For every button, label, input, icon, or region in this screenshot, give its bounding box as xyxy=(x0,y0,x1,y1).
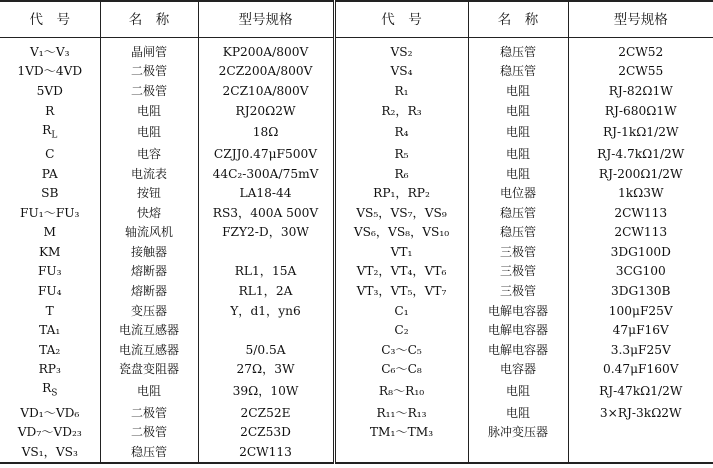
left-code-cell: VD₇～VD₂₃ xyxy=(0,423,100,443)
left-spec-cell: 2CZ10A/800V xyxy=(198,81,334,101)
left-code-cell: V₁～V₃ xyxy=(0,38,100,62)
right-code-cell: R₂，R₃ xyxy=(334,101,468,121)
right-spec-cell: RJ-4.7kΩ1/2W xyxy=(597,147,685,162)
left-name-cell: 晶闸管 xyxy=(100,38,198,62)
right-code-cell: C₂ xyxy=(334,320,468,340)
left-spec-cell: RL1，15A xyxy=(198,262,334,282)
left-name-cell: 变压器 xyxy=(100,301,198,321)
right-name-cell: 稳压管 xyxy=(468,203,568,223)
left-name-cell: 轴流风机 xyxy=(100,223,198,243)
right-spec-cell: 2CW113 xyxy=(614,225,668,240)
table-row xyxy=(0,379,713,403)
left-spec-cell: Y，d1，yn6 xyxy=(198,301,334,321)
right-name-cell xyxy=(468,442,568,463)
header-spec-right: 型号规格 xyxy=(568,1,713,38)
left-name-cell: 电阻 xyxy=(100,101,198,121)
right-code-cell: R₁₁～R₁₃ xyxy=(334,403,468,423)
right-code-cell: VS₅，VS₇，VS₉ xyxy=(334,203,468,223)
right-spec-cell: 3×RJ-3kΩ2W xyxy=(599,405,682,420)
table-row xyxy=(0,301,713,321)
right-name-cell: 电阻 xyxy=(468,403,568,423)
right-name-cell: 电阻 xyxy=(468,81,568,101)
left-code-cell: KM xyxy=(0,242,100,262)
left-spec-cell: 18Ω xyxy=(198,120,334,144)
left-spec-cell: 5/0.5A xyxy=(198,340,334,360)
left-name-cell: 电流互感器 xyxy=(100,340,198,360)
right-name-cell: 电解电容器 xyxy=(468,340,568,360)
right-spec-cell: 3.3μF25V xyxy=(610,342,671,357)
left-spec-cell: LA18-44 xyxy=(198,184,334,204)
right-code-cell: VS₆，VS₈，VS₁₀ xyxy=(334,223,468,243)
right-code-cell: VT₁ xyxy=(334,242,468,262)
left-code-cell: PA xyxy=(0,164,100,184)
left-code-cell: FU₁～FU₃ xyxy=(0,203,100,223)
right-spec-cell: RJ-200Ω1/2W xyxy=(598,166,683,181)
right-name-cell: 三极管 xyxy=(468,281,568,301)
right-spec-cell: 47μF16V xyxy=(612,323,669,338)
left-spec-cell: 2CZ53D xyxy=(198,423,334,443)
table-row xyxy=(0,184,713,204)
right-spec-cell: 2CW52 xyxy=(618,44,664,59)
left-name-cell: 二极管 xyxy=(100,423,198,443)
left-code-cell: SB xyxy=(0,184,100,204)
left-spec-cell: 27Ω，3W xyxy=(198,359,334,379)
right-spec-cell xyxy=(568,423,713,443)
left-name-cell: 熔断器 xyxy=(100,281,198,301)
right-name-cell: 电解电容器 xyxy=(468,301,568,321)
right-code-cell: VT₂，VT₄，VT₆ xyxy=(334,262,468,282)
left-spec-cell: KP200A/800V xyxy=(198,38,334,62)
header-row xyxy=(0,1,713,38)
table-row xyxy=(0,359,713,379)
right-code-cell xyxy=(334,442,468,463)
right-spec-cell: 1kΩ3W xyxy=(617,186,664,201)
header-name-right: 名 称 xyxy=(468,1,568,38)
left-spec-cell: CZJJ0.47μF500V xyxy=(198,144,334,164)
table-row xyxy=(0,403,713,423)
table-row xyxy=(0,340,713,360)
right-code-cell: TM₁～TM₃ xyxy=(334,423,468,443)
right-spec-cell xyxy=(568,442,713,463)
table-row xyxy=(0,423,713,443)
right-code-cell: C₆～C₈ xyxy=(334,359,468,379)
right-spec-cell: 3DG100D xyxy=(610,244,671,259)
left-code-cell: VS₁，VS₃ xyxy=(0,442,100,463)
left-name-cell: 电流表 xyxy=(100,164,198,184)
left-spec-cell: RL1，2A xyxy=(198,281,334,301)
table-row xyxy=(0,120,713,144)
left-spec-cell: RJ20Ω2W xyxy=(198,101,334,121)
right-code-cell: R₆ xyxy=(334,164,468,184)
right-code-cell: C₁ xyxy=(334,301,468,321)
left-spec-cell: FZY2-D，30W xyxy=(198,223,334,243)
left-name-cell: 稳压管 xyxy=(100,442,198,463)
table-row xyxy=(0,144,713,164)
component-table-body xyxy=(0,38,713,464)
left-spec-cell: 39Ω，10W xyxy=(198,379,334,403)
left-code-cell: RP₃ xyxy=(0,359,100,379)
right-spec-cell: 2CW55 xyxy=(618,64,664,79)
table-row xyxy=(0,223,713,243)
right-spec-cell: RJ-1kΩ1/2W xyxy=(602,125,679,140)
right-spec-cell: RJ-47kΩ1/2W xyxy=(599,384,683,399)
right-code-cell: R₈～R₁₀ xyxy=(334,379,468,403)
right-name-cell: 脉冲变压器 xyxy=(468,423,568,443)
right-spec-cell: 100μF25V xyxy=(608,303,673,318)
left-code-cell: M xyxy=(0,223,100,243)
right-name-cell: 电解电容器 xyxy=(468,320,568,340)
right-name-cell: 电阻 xyxy=(468,101,568,121)
right-spec-cell: RJ-82Ω1W xyxy=(608,84,673,98)
left-code-cell: 1VD～4VD xyxy=(0,62,100,82)
table-row xyxy=(0,81,713,101)
table-row xyxy=(0,320,713,340)
right-name-cell: 电阻 xyxy=(468,379,568,403)
left-code-cell: VD₁～VD₆ xyxy=(0,403,100,423)
right-code-cell: R₁ xyxy=(334,81,468,101)
right-name-cell: 稳压管 xyxy=(468,38,568,62)
left-spec-cell xyxy=(198,242,334,262)
left-code-cell: T xyxy=(0,301,100,321)
header-code-right: 代 号 xyxy=(334,1,468,38)
table-row xyxy=(0,38,713,62)
left-code-cell: TA₂ xyxy=(0,340,100,360)
left-name-cell: 瓷盘变阻器 xyxy=(100,359,198,379)
left-name-cell: 接触器 xyxy=(100,242,198,262)
left-spec-cell: 2CZ200A/800V xyxy=(198,62,334,82)
right-spec-cell: 3DG130B xyxy=(611,284,671,299)
right-code-cell: C₃～C₅ xyxy=(334,340,468,360)
table-row xyxy=(0,242,713,262)
right-name-cell: 电阻 xyxy=(468,164,568,184)
left-code-cell: R xyxy=(0,101,100,121)
left-name-cell: 电流互感器 xyxy=(100,320,198,340)
right-name-cell: 三极管 xyxy=(468,262,568,282)
table-row xyxy=(0,281,713,301)
left-code-cell: $R_S$ xyxy=(0,379,100,403)
right-spec-cell: 0.47μF160V xyxy=(602,362,679,377)
table-row xyxy=(0,62,713,82)
table-row xyxy=(0,203,713,223)
left-name-cell: 二极管 xyxy=(100,403,198,423)
right-code-cell: VS₂ xyxy=(334,38,468,62)
left-spec-cell: 2CZ52E xyxy=(198,403,334,423)
table-row xyxy=(0,101,713,121)
right-name-cell: 三极管 xyxy=(468,242,568,262)
left-code-cell: FU₄ xyxy=(0,281,100,301)
right-name-cell: 电阻 xyxy=(468,120,568,144)
right-name-cell: 电容器 xyxy=(468,359,568,379)
right-code-cell: RP₁，RP₂ xyxy=(334,184,468,204)
left-code-cell: FU₃ xyxy=(0,262,100,282)
left-code-cell: C xyxy=(0,144,100,164)
right-name-cell: 电阻 xyxy=(468,144,568,164)
right-spec-cell: 2CW113 xyxy=(614,205,668,220)
left-name-cell: 电阻 xyxy=(100,120,198,144)
right-code-cell: R₄ xyxy=(334,120,468,144)
left-spec-cell xyxy=(198,320,334,340)
left-name-cell: 快熔 xyxy=(100,203,198,223)
table-row xyxy=(0,164,713,184)
right-spec-cell: 3CG100 xyxy=(615,264,666,279)
table-row xyxy=(0,442,713,463)
right-name-cell: 稳压管 xyxy=(468,62,568,82)
right-code-cell: R₅ xyxy=(334,144,468,164)
left-spec-cell: RS3，400A 500V xyxy=(198,203,334,223)
left-code-cell: 5VD xyxy=(0,81,100,101)
left-spec-cell: 44C₂-300A/75mV xyxy=(198,164,334,184)
right-spec-cell: RJ-680Ω1W xyxy=(604,103,677,118)
left-name-cell: 电容 xyxy=(100,144,198,164)
header-name-left: 名 称 xyxy=(100,1,198,38)
left-name-cell: 熔断器 xyxy=(100,262,198,282)
left-spec-cell: 2CW113 xyxy=(198,442,334,463)
left-name-cell: 二极管 xyxy=(100,81,198,101)
header-code-left: 代 号 xyxy=(0,1,100,38)
right-code-cell: VS₄ xyxy=(334,62,468,82)
left-code-cell: TA₁ xyxy=(0,320,100,340)
left-name-cell: 电阻 xyxy=(100,379,198,403)
table-row xyxy=(0,262,713,282)
left-name-cell: 按钮 xyxy=(100,184,198,204)
right-name-cell: 电位器 xyxy=(468,184,568,204)
right-code-cell: VT₃，VT₅，VT₇ xyxy=(334,281,468,301)
right-name-cell: 稳压管 xyxy=(468,223,568,243)
left-code-cell: $R_L$ xyxy=(0,120,100,144)
header-spec-left: 型号规格 xyxy=(198,1,334,38)
left-name-cell: 二极管 xyxy=(100,62,198,82)
